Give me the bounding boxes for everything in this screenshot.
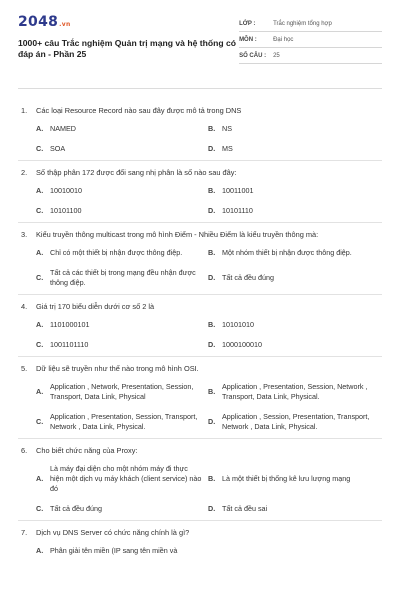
question-number: 7. (21, 528, 28, 537)
option-d[interactable] (208, 412, 380, 432)
option-letter: C. (36, 417, 44, 426)
option-c[interactable] (36, 144, 208, 154)
option-letter: B. (208, 387, 216, 396)
option-letter: D. (208, 417, 216, 426)
option-letter: B. (208, 186, 216, 195)
option-letter: B. (208, 248, 216, 257)
meta-info (239, 16, 382, 64)
option-letter: B. (208, 474, 216, 483)
meta-row-class (239, 16, 382, 32)
option-letter: B. (208, 320, 216, 329)
option-letter: D. (208, 206, 216, 215)
option-letter: A. (36, 320, 44, 329)
option-b[interactable] (208, 382, 380, 402)
question-item (18, 295, 382, 357)
option-grid (36, 546, 382, 556)
option-a[interactable] (36, 248, 208, 258)
question-text: Các loại Resource Record nào sau đây được mô tả trong DNS (36, 106, 242, 115)
document-title: 1000+ câu Trắc nghiệm Quản trị mạng và hệ thống có đáp án - Phần 25 (18, 38, 237, 59)
option-a[interactable] (36, 382, 208, 402)
option-letter: C. (36, 273, 44, 282)
option-grid (36, 464, 382, 514)
question-list (18, 99, 382, 562)
option-text: Application , Presentation, Session, Network , Transport, Data Link, Physical. (222, 382, 368, 401)
option-c[interactable] (36, 504, 208, 514)
option-text: Một nhóm thiết bị nhận được thông điệp. (222, 248, 352, 257)
logo-text: 2048 (18, 14, 59, 30)
option-letter: A. (36, 387, 44, 396)
option-text: 10101010 (222, 320, 254, 329)
option-text: NS (222, 124, 232, 133)
option-text: NAMED (50, 124, 76, 133)
option-text: Tất cả đều sai (222, 504, 268, 513)
question-number: 5. (21, 364, 28, 373)
option-text: 1101000101 (50, 320, 90, 329)
question-item (18, 99, 382, 161)
question-text: Kiểu truyền thông multicast trong mô hình Điểm - Nhiều Điểm là kiểu truyền thông mà: (36, 230, 319, 239)
question-item (18, 521, 382, 562)
option-letter: D. (208, 273, 216, 282)
option-grid (36, 320, 382, 350)
option-letter: A. (36, 474, 44, 483)
question-item (18, 161, 382, 223)
option-grid (36, 382, 382, 432)
question-text: Giá trị 170 biểu diễn dưới cơ số 2 là (36, 302, 155, 311)
option-b[interactable] (208, 464, 380, 494)
option-a[interactable] (36, 320, 208, 330)
question-text: Số thập phân 172 được đổi sang nhị phân là số nào sau đây: (36, 168, 237, 177)
option-d[interactable] (208, 268, 380, 288)
option-text: Tất cả đều đúng (222, 273, 274, 282)
option-grid (36, 124, 382, 154)
meta-label: SỐ CÂU : (239, 52, 267, 59)
option-text: 1000100010 (222, 340, 262, 349)
page-header (18, 14, 382, 74)
question-text: Dữ liệu sẽ truyền như thế nào trong mô hình OSI. (36, 364, 199, 373)
option-c[interactable] (36, 412, 208, 432)
question-text: Cho biết chức năng của Proxy: (36, 446, 138, 455)
question-item (18, 357, 382, 439)
option-letter: A. (36, 186, 44, 195)
option-letter: B. (208, 124, 216, 133)
option-c[interactable] (36, 340, 208, 350)
option-text: 10010010 (50, 186, 82, 195)
option-c[interactable] (36, 206, 208, 216)
option-b[interactable] (208, 248, 380, 258)
header-divider (18, 88, 382, 89)
option-b[interactable] (208, 186, 380, 196)
option-text: Application , Network, Presentation, Session, Transport, Data Link, Physical (50, 382, 194, 401)
question-number: 6. (21, 446, 28, 455)
option-letter: C. (36, 206, 44, 215)
question-item (18, 223, 382, 295)
meta-label: MÔN : (239, 36, 257, 43)
option-grid (36, 186, 382, 216)
option-d[interactable] (208, 144, 380, 154)
option-letter: A. (36, 124, 44, 133)
question-number: 4. (21, 302, 28, 311)
option-text: Tất cả đều đúng (50, 504, 102, 513)
option-a[interactable] (36, 124, 208, 134)
header-left (18, 14, 239, 60)
option-a[interactable] (36, 186, 208, 196)
site-logo[interactable] (18, 14, 239, 33)
meta-value: Trắc nghiệm tổng hợp (273, 20, 332, 27)
option-text: Phân giải tên miền (IP sang tên miền và (50, 546, 178, 555)
option-d[interactable] (208, 504, 380, 514)
option-d[interactable] (208, 340, 380, 350)
option-grid (36, 248, 382, 288)
option-b[interactable] (208, 320, 380, 330)
option-text: MS (222, 144, 233, 153)
option-text: Chỉ có một thiết bị nhận được thông điệp. (50, 248, 183, 257)
option-b[interactable] (208, 124, 380, 134)
option-letter: C. (36, 504, 44, 513)
option-letter: D. (208, 340, 216, 349)
option-letter: D. (208, 144, 216, 153)
option-letter: D. (208, 504, 216, 513)
meta-value: Đại học (273, 36, 294, 43)
option-letter: C. (36, 144, 44, 153)
option-text: SOA (50, 144, 66, 153)
option-c[interactable] (36, 268, 208, 288)
question-item (18, 439, 382, 521)
option-text: Là một thiết bị thống kê lưu lượng mạng (222, 474, 351, 483)
meta-row-count (239, 48, 382, 64)
option-letter: A. (36, 546, 44, 555)
option-text: 10101110 (222, 206, 253, 215)
option-a[interactable] (36, 546, 208, 556)
meta-value: 25 (273, 52, 280, 59)
option-d[interactable] (208, 206, 380, 216)
option-text: 10101100 (50, 206, 82, 215)
option-text: Tất cả các thiết bị trong mạng đều nhận được thông điệp. (50, 268, 196, 287)
question-number: 3. (21, 230, 28, 239)
option-a[interactable] (36, 464, 208, 494)
meta-row-subject (239, 32, 382, 48)
option-text: Application , Presentation, Session, Transport, Network , Data Link, Physical. (50, 412, 198, 431)
question-text: Dịch vụ DNS Server có chức năng chính là gì? (36, 528, 190, 537)
option-letter: A. (36, 248, 44, 257)
option-text: Application , Session, Presentation, Transport, Network , Data Link, Physical. (222, 412, 370, 431)
option-text: 1001101110 (50, 340, 89, 349)
option-text: 10011001 (222, 186, 254, 195)
logo-tld: .vn (59, 21, 71, 28)
question-number: 1. (21, 106, 28, 115)
option-text: Là máy đại diện cho một nhóm máy đi thực hiện một dịch vụ máy khách (client service) nào đó (50, 464, 202, 493)
meta-label: LỚP : (239, 20, 256, 27)
question-number: 2. (21, 168, 28, 177)
option-letter: C. (36, 340, 44, 349)
